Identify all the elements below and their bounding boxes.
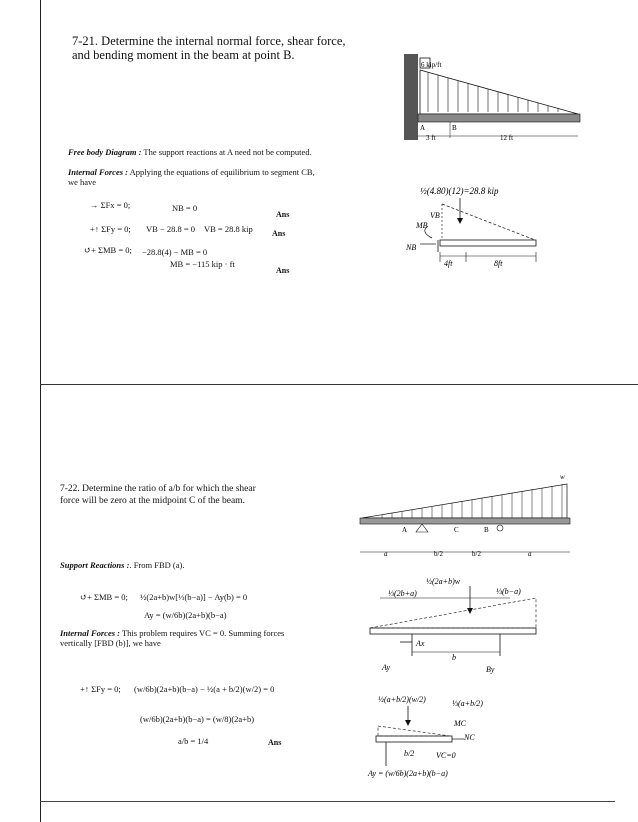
eq-sum-mb-mid: −28.8(4) − MB = 0 (142, 247, 208, 257)
problem-722-title-line1: 7-22. Determine the ratio of a/b for which the shear (60, 484, 256, 494)
eq-722-simplify: (w/6b)(2a+b)(b−a) = (w/8)(2a+b) (140, 714, 255, 724)
eq-sum-fx-lhs: → ΣFx = 0; (90, 200, 131, 210)
eq-722-ratio: a/b = 1/4 (178, 736, 209, 746)
hw-mb: MB (416, 221, 428, 230)
ans-vb: Ans (272, 229, 286, 238)
problem-721-title-line2: and bending moment in the beam at point B. (72, 48, 295, 62)
fbd-heading: Free body Diagram : (68, 147, 142, 157)
point-a-722: A (402, 526, 408, 534)
eq-sum-fy-mid: VB − 28.8 = 0 (146, 224, 196, 234)
figure-721-beam (400, 48, 590, 148)
dim-b2-right: b/2 (472, 550, 481, 558)
fbd-line (68, 147, 312, 157)
figure-722-fbd-b (364, 690, 514, 790)
internal-forces-722-text-2: vertically [FBD (b)], we have (60, 638, 161, 648)
load-w-label: w (560, 473, 565, 481)
distributed-load-722 (362, 484, 567, 518)
internal-forces-722-text: This problem requires VC = 0. Summing forces (119, 628, 285, 638)
problem-722-title (60, 483, 340, 507)
dimension-12ft: 12 ft (500, 134, 514, 142)
problem-721-title (72, 34, 372, 62)
support-reactions-text: . From FBD (a). (129, 560, 185, 570)
eq-722-fy-lhs: +↑ ΣFy = 0; (80, 684, 121, 694)
hw-mc: MC (454, 719, 466, 728)
hw-res1: ½(2a+b)w (426, 577, 461, 586)
point-c-722: C (454, 526, 459, 534)
hw-ay-eq: Ay = (w/6b)(2a+b)(b−a) (368, 769, 448, 778)
ans-nb: Ans (276, 210, 290, 219)
page-bottom-border (40, 801, 615, 802)
figure-722-beam (352, 470, 582, 560)
page-left-border (40, 0, 41, 822)
beam (418, 114, 580, 122)
pin-support-a (416, 524, 428, 532)
hw-vc: VC=0 (436, 751, 456, 760)
hw-8ft: 8ft (494, 259, 503, 268)
hw-resultant: ½(4.80)(12)=28.8 kip (420, 186, 499, 196)
internal-forces-heading: Internal Forces : (68, 167, 128, 177)
hw-b: b (452, 653, 456, 662)
hw-b2: b/2 (404, 749, 415, 758)
figure-722-fbd-a (360, 572, 560, 682)
problem-721-title-line1: 7-21. Determine the internal normal force, shear force, (72, 34, 346, 48)
load-arrows-722 (372, 484, 562, 518)
eq-722-mb-body: ½(2a+b)w[⅓(b−a)] − Ay(b) = 0 (140, 592, 248, 602)
load-intensity-label: 6 kip/ft (421, 61, 442, 69)
point-b-label: B (452, 124, 457, 132)
support-reactions-heading: Support Reactions : (60, 560, 130, 570)
hw-4ft: 4ft (444, 259, 453, 268)
section-divider (40, 384, 638, 385)
dim-a-left: a (384, 550, 388, 558)
hw-vb: VB (430, 211, 440, 220)
internal-forces-722-heading: Internal Forces : (60, 628, 120, 638)
ans-mb: Ans (276, 266, 290, 275)
eq-722-ay-result: Ay = (w/6b)(2a+b)(b−a) (144, 610, 227, 620)
hw-ax: Ax (416, 639, 425, 648)
point-a-label: A (420, 124, 426, 132)
eq-sum-mb-lhs: ↺+ ΣMB = 0; (84, 245, 132, 255)
eq-sum-mb-result: MB = −115 kip · ft (170, 259, 235, 269)
internal-forces-text: Applying the equations of equilibrium to segment CB, (127, 167, 315, 177)
eq-722-mb-lhs: ↺+ ΣMB = 0; (80, 592, 128, 602)
hw-by: By (486, 665, 495, 674)
figure-721-fbd (390, 178, 590, 278)
dimension-3ft: 3 ft (426, 134, 436, 142)
roller-support-b (497, 525, 503, 531)
eq-sum-fy-lhs: +↑ ΣFy = 0; (90, 224, 131, 234)
hw-pos3: ⅓(a+b/2) (452, 699, 483, 708)
internal-forces-text-2: we have (68, 177, 97, 187)
beam-722 (360, 518, 570, 524)
eq-sum-fx-rhs: NB = 0 (172, 203, 198, 213)
distributed-load-triangle (420, 70, 578, 114)
problem-722-title-line2: force will be zero at the midpoint C of the beam. (60, 496, 245, 506)
eq-722-fy-body: (w/6b)(2a+b)(b−a) − ½(a + b/2)(w/2) = 0 (134, 684, 275, 694)
point-b-722: B (484, 526, 489, 534)
support-reactions (60, 560, 184, 570)
dim-a-right: a (528, 550, 532, 558)
ans-ratio: Ans (268, 738, 282, 747)
hw-ay: Ay (382, 663, 390, 672)
hw-nc: NC (464, 733, 475, 742)
hw-nb: NB (406, 243, 417, 252)
fbd-segment (440, 240, 536, 246)
fbd-b-segment (376, 736, 452, 742)
eq-sum-fy-rhs: VB = 28.8 kip (204, 224, 253, 234)
internal-forces-722 (60, 628, 284, 648)
hw-res2: ½(a+b/2)(w/2) (378, 695, 426, 704)
fbd-text: The support reactions at A need not be computed. (141, 147, 312, 157)
fbd-a-beam (370, 628, 536, 634)
fixed-wall (404, 54, 418, 140)
internal-forces-721 (68, 167, 315, 187)
dim-b2-left: b/2 (434, 550, 443, 558)
hw-pos2: ⅓(b−a) (496, 587, 521, 596)
hw-pos1: ⅓(2b+a) (388, 589, 417, 598)
